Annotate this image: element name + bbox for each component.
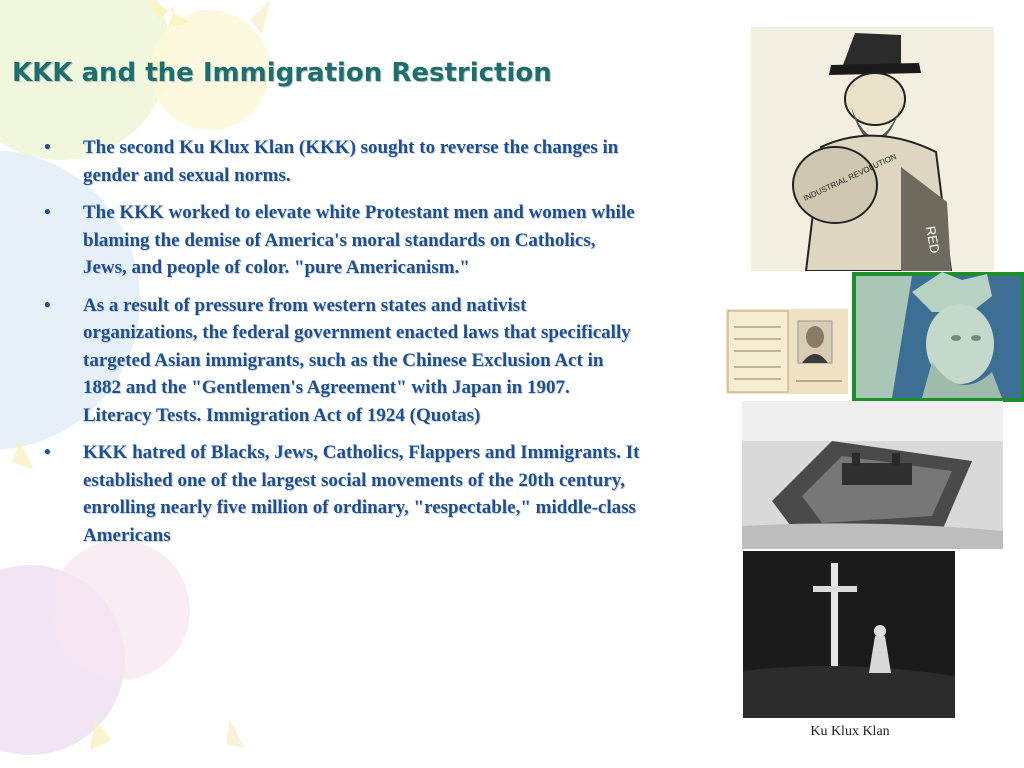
coat-label: RED xyxy=(923,224,943,255)
bullet-item xyxy=(40,439,640,549)
statue-of-liberty-image xyxy=(852,272,1024,402)
bullet-text: As a result of pressure from western states and nativist organizations, the federal government enacted laws that specifically targeted Asian immigrants, such as the Chinese Exclusion Act in 1882 and the "Gentlemen's Agreement" with Japan in 1907. Literacy Tests. Immigration Act of 1924 (Quotas) xyxy=(83,294,631,426)
image-caption: Ku Klux Klan xyxy=(810,724,890,739)
bullet-text: KKK hatred of Blacks, Jews, Catholics, Flappers and Immigrants. It established one of the largest social movements of the 20th century, enrolling nearly five million of ordinary, "respectable," middle-class Americans xyxy=(83,442,640,546)
kkk-burning-cross-image xyxy=(743,551,955,718)
ellis-island-aerial-image xyxy=(742,401,1003,549)
bullet-text: The KKK worked to elevate white Protestant men and women while blaming the demise of America's moral standards on Catholics, Jews, and people of color. "pure Americanism." xyxy=(83,202,635,278)
bullet-icon: • xyxy=(44,294,51,316)
slide-title: KKK and the Immigration Restriction xyxy=(12,58,552,88)
bullet-list xyxy=(40,134,640,559)
bullet-item xyxy=(40,199,640,282)
bullet-item xyxy=(40,292,640,430)
bullet-icon: • xyxy=(44,442,51,463)
bg-circle-pink xyxy=(50,540,190,680)
passport-image xyxy=(726,309,848,394)
bullet-icon: • xyxy=(44,202,51,223)
bg-star-4 xyxy=(226,720,245,748)
bullet-text: The second Ku Klux Klan (KKK) sought to reverse the changes in gender and sexual norms. xyxy=(83,137,619,186)
bullet-icon: • xyxy=(44,137,51,158)
political-cartoon-image xyxy=(751,27,994,271)
bullet-item xyxy=(40,134,640,189)
bag-label: INDUSTRIAL REVOLUTION xyxy=(802,151,898,203)
